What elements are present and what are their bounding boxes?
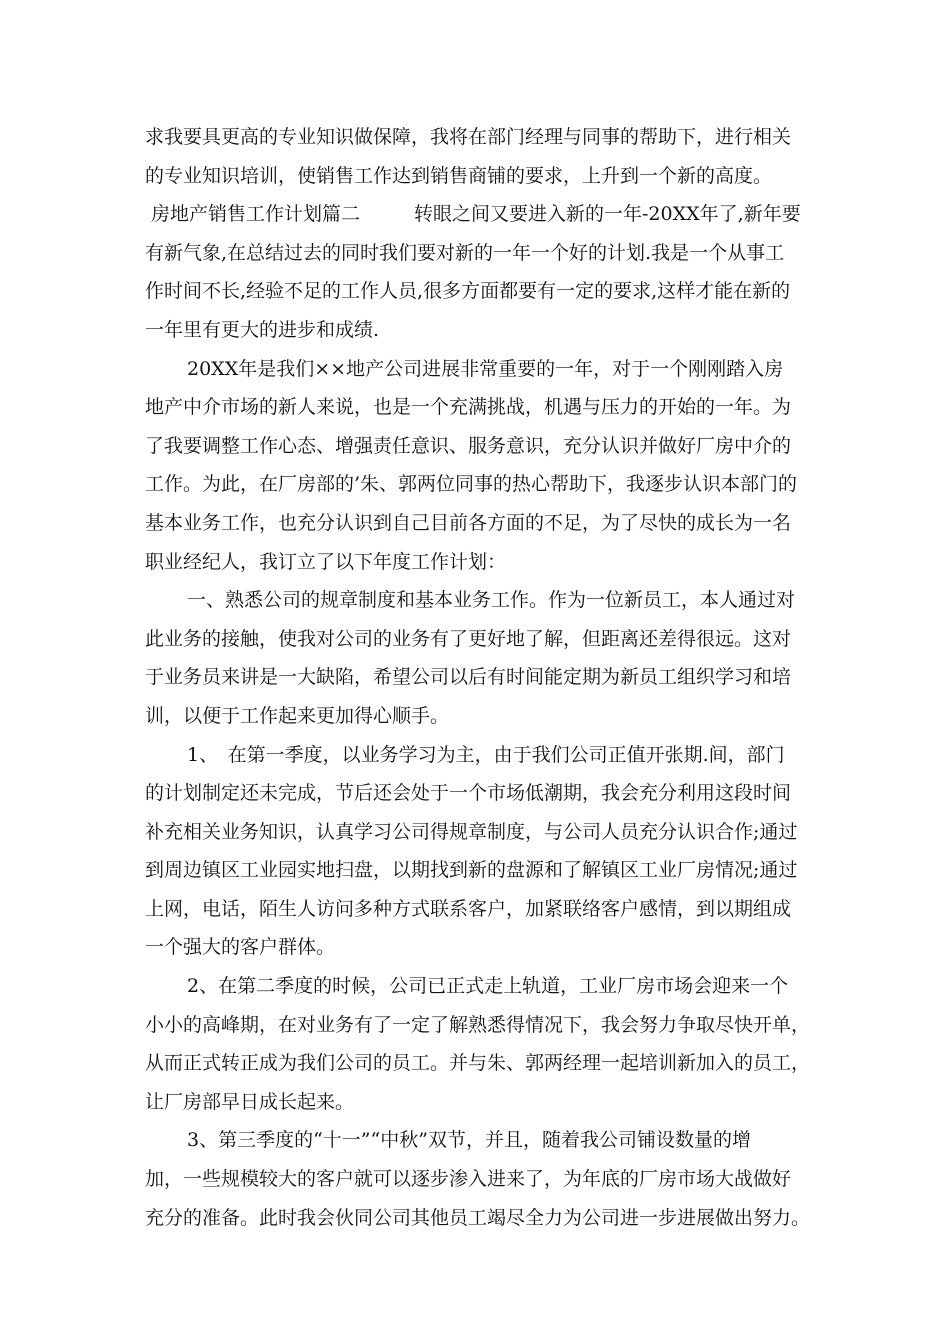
text-line: 作时间不长,经验不足的工作人员,很多方面都要有一定的要求,这样才能在新的	[145, 280, 791, 303]
text-line: 转眼之间又要进入新的一年-20XX年了,新年要	[414, 203, 801, 226]
text-line: 此业务的接触，使我对公司的业务有了更好地了解，但距离还差得很远。这对	[145, 627, 792, 650]
text-line: 一个强大的客户群体。	[145, 936, 336, 959]
text-line: 了我要调整工作心态、增强责任意识、服务意识，充分认识并做好厂房中介的	[145, 434, 792, 457]
section-heading-line	[145, 195, 813, 234]
text-line: 求我要具更高的专业知识做保障，我将在部门经理与同事的帮助下，进行相关	[145, 126, 792, 148]
text-line: 的计划制定还未完成，节后还会处于一个市场低潮期，我会充分利用这段时间	[145, 782, 792, 805]
paragraph-first-line: 3、第三季度的“十一”“中秋”双节，并且，随着我公司铺设数量的增	[187, 1129, 751, 1152]
paragraph-first-line: 1、 在第一季度，以业务学习为主，由于我们公司正值开张期.间，部门	[187, 743, 785, 766]
text-line: 于业务员来讲是一大缺陷，希望公司以后有时间能定期为新员工组织学习和培	[145, 666, 792, 689]
paragraph-first-line: 一、熟悉公司的规章制度和基本业务工作。作为一位新员工，本人通过对	[187, 589, 796, 612]
text-line: 基本业务工作，也充分认识到自己目前各方面的不足，为了尽快的成长为一名	[145, 511, 792, 534]
text-line: 训，以便于工作起来更加得心顺手。	[145, 704, 450, 727]
paragraph-first-line: 20XX年是我们××地产公司进展非常重要的一年，对于一个刚刚踏入房	[187, 357, 784, 380]
text-line: 的专业知识培训，使销售工作达到销售商铺的要求，上升到一个新的高度。	[145, 164, 773, 187]
text-line: 一年里有更大的进步和成绩.	[145, 318, 380, 341]
text-line: 补充相关业务知识，认真学习公司得规章制度，与公司人员充分认识合作;通过	[145, 820, 798, 843]
text-line: 地产中介市场的新人来说，也是一个充满挑战，机遇与压力的开始的一年。为	[145, 396, 792, 419]
text-line: 加，一些规模较大的客户就可以逐步渗入进来了，为年底的厂房市场大战做好	[145, 1168, 792, 1191]
text-line: 小小的高峰期，在对业务有了一定了解熟悉得情况下，我会努力争取尽快开单，	[145, 1013, 811, 1036]
text-line: 工作。为此，在厂房部的’朱、郭两位同事的热心帮助下，我逐步认识本部门的	[145, 473, 798, 496]
text-line: 上网，电话，陌生人访问多种方式联系客户，加紧联络客户感情，到以期组成	[145, 897, 792, 920]
document-body	[145, 118, 813, 1237]
text-line: 充分的准备。此时我会伙同公司其他员工竭尽全力为公司进一步进展做出努力。	[145, 1206, 811, 1229]
text-line: 职业经纪人，我订立了以下年度工作计划：	[145, 550, 507, 573]
paragraph-first-line: 2、在第二季度的时候，公司已正式走上轨道，工业厂房市场会迎来一个	[187, 975, 789, 998]
text-line: 有新气象,在总结过去的同时我们要对新的一年一个好的计划.我是一个从事工	[145, 241, 785, 264]
section-heading: 房地产销售工作计划篇二	[151, 203, 361, 226]
text-line: 让厂房部早日成长起来。	[145, 1090, 355, 1113]
text-line: 从而正式转正成为我们公司的员工。并与朱、郭两经理一起培训新加入的员工，	[145, 1052, 811, 1075]
text-line: 到周边镇区工业园实地扫盘，以期找到新的盘源和了解镇区工业厂房情况;通过	[145, 859, 798, 882]
